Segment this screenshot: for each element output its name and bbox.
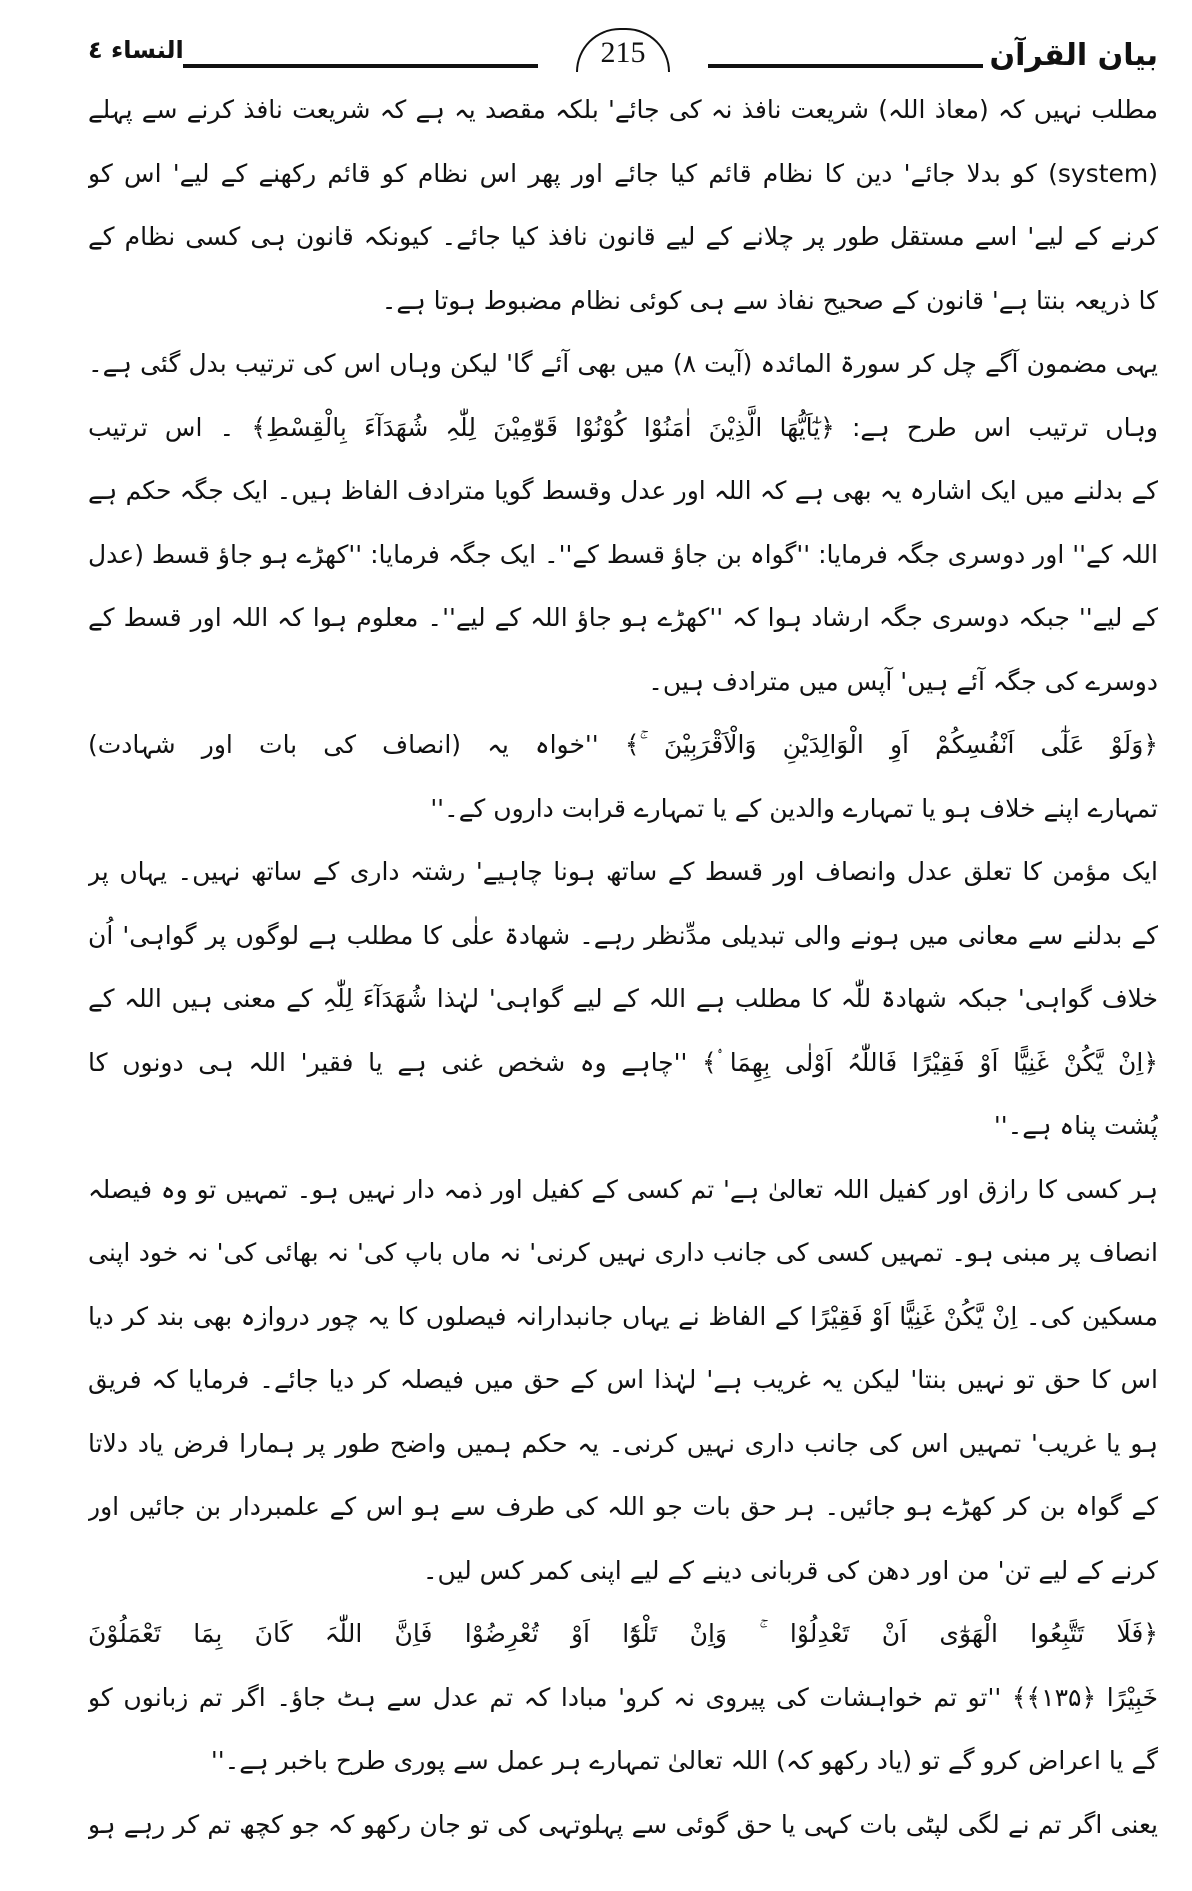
text-line: خَبِیْرًا ﴿۱۳۵﴾﴾ ''تو تم خواہشات کی پیروی نہ کرو' مبادا کہ تم عدل سے ہٹ جاؤ۔ اگر تم زبانوں کو — [88, 1682, 1158, 1712]
page-number: 215 — [576, 28, 670, 72]
text-line: گے یا اعراض کرو گے تو (یاد رکھو کہ) اللہ تعالیٰ تمہارے ہر عمل سے پوری طرح باخبر ہے۔'' — [210, 1746, 1158, 1775]
text-line: (system) کو بدلا جائے' دین کا نظام قائم کیا جائے اور پھر اس نظام کو قائم رکھنے کے لیے' اس کو — [88, 158, 1158, 188]
text-line: اس کا حق تو نہیں بنتا' لیکن یہ غریب ہے' لہٰذا اس کے حق میں فیصلہ کر دیا جائے۔ فرمایا کہ فریق — [88, 1365, 1158, 1394]
text-line: مطلب نہیں کہ (معاذ اللہ) شریعت نافذ نہ کی جائے' بلکہ مقصد یہ ہے کہ شریعت نافذ کرنے سے پہلے — [88, 95, 1158, 124]
text-line: ہو یا غریب' تمہیں اس کی جانب داری نہیں کرنی۔ یہ حکم ہمیں واضح طور پر ہمارا فرض یاد دلاتا — [88, 1428, 1158, 1458]
text-line: کے گواہ بن کر کھڑے ہو جائیں۔ ہر حق بات جو اللہ کی طرف سے ہو اس کے علمبردار بن جائیں اور — [88, 1492, 1158, 1521]
text-line: کے بدلنے میں ایک اشارہ یہ بھی ہے کہ اللہ اور عدل وقسط گویا مترادف الفاظ ہیں۔ ایک جگہ حکم ہے — [88, 476, 1158, 505]
text-line: کے بدلنے سے معانی میں ہونے والی تبدیلی مدِّنظر رہے۔ شھادۃ علٰی کا مطلب ہے لوگوں پر گواہی' اُن — [88, 920, 1158, 950]
text-line: دوسرے کی جگہ آئے ہیں' آپس میں مترادف ہیں۔ — [648, 666, 1158, 696]
text-line: یعنی اگر تم نے لگی لپٹی بات کہی یا حق گوئی سے پہلوتہی کی تو جان رکھو کہ جو کچھ تم کر رہے ہو — [88, 1809, 1158, 1839]
text-line: ﴿اِنْ یَّکُنْ غَنِیًّا اَوْ فَقِیْرًا فَاللّٰہُ اَوْلٰی بِھِمَا ۟﴾ ''چاہے وہ شخص غنی ہے یا فقیر' اللہ ہی دونوں کا — [88, 1047, 1158, 1077]
text-line: ایک مؤمن کا تعلق عدل وانصاف اور قسط کے ساتھ ہونا چاہیے' رشتہ داری کے ساتھ نہیں۔ یہاں پر — [88, 857, 1158, 886]
text-line: کرنے کے لیے' اسے مستقل طور پر چلانے کے لیے قانون نافذ کیا جائے۔ کیونکہ قانون ہی کسی نظام کے — [88, 222, 1158, 251]
text-line: پُشت پناہ ہے۔'' — [993, 1111, 1158, 1140]
header-rule-right — [708, 64, 983, 68]
header-rule-left — [183, 64, 538, 68]
text-line: ہر کسی کا رازق اور کفیل اللہ تعالیٰ ہے' تم کسی کے کفیل اور ذمہ دار نہیں ہو۔ تمہیں تو وہ فیصلہ — [88, 1174, 1158, 1204]
text-line: خلاف گواہی' جبکہ شھادۃ للّٰہ کا مطلب ہے اللہ کے لیے گواہی' لہٰذا شُھَدَآءَ لِلّٰہِ کے معنی ہیں اللہ کے — [88, 984, 1158, 1013]
text-line: وہاں ترتیب اس طرح ہے: ﴿یٰٓاَیُّھَا الَّذِیْنَ اٰمَنُوْا کُوْنُوْا قَوّٰمِیْنَ لِلّٰہِ شُھَدَآءَ بِالْقِسْطِ﴾ ۔ اس ترتیب — [88, 412, 1158, 442]
text-line: کے لیے'' جبکہ دوسری جگہ ارشاد ہوا کہ ''کھڑے ہو جاؤ اللہ کے لیے''۔ معلوم ہوا کہ اللہ اور قسط کے — [88, 603, 1158, 632]
text-line: یہی مضمون آگے چل کر سورۃ المائدہ (آیت ۸) میں بھی آئے گا' لیکن وہاں اس کی ترتیب بدل گئی ہے۔ — [88, 349, 1158, 378]
text-line: ﴿وَلَوْ عَلٰٓی اَنْفُسِکُمْ اَوِ الْوَالِدَیْنِ وَالْاَقْرَبِیْنَ ۚ﴾ ''خواہ یہ (انصاف کی بات اور شہادت) — [88, 730, 1158, 759]
text-line: انصاف پر مبنی ہو۔ تمہیں کسی کی جانب داری نہیں کرنی' نہ ماں باپ کی' نہ بھائی کی' نہ خود اپنی — [88, 1238, 1158, 1267]
text-line: تمہارے اپنے خلاف ہو یا تمہارے والدین کے یا تمہارے قرابت داروں کے۔'' — [430, 793, 1158, 823]
text-line: کرنے کے لیے تن' من اور دھن کی قربانی دینے کے لیے اپنی کمر کس لیں۔ — [422, 1555, 1158, 1585]
page-header — [88, 28, 1158, 78]
text-line: مسکین کی۔ اِنْ یَّکُنْ غَنِیًّا اَوْ فَقِیْرًا کے الفاظ نے یہاں جانبدارانہ فیصلوں کا یہ چور دروازہ بھی بند کر دیا — [88, 1301, 1158, 1331]
surah-name: النساء ٤ — [88, 36, 184, 64]
text-line: ﴿فَلَا تَتَّبِعُوا الْھَوٰٓی اَنْ تَعْدِلُوْا ۚ وَاِنْ تَلْوٗٓا اَوْ تُعْرِضُوْا فَاِنَّ اللّٰہَ کَانَ بِمَا تَعْمَلُوْنَ — [88, 1619, 1158, 1648]
text-line: اللہ کے'' اور دوسری جگہ فرمایا: ''گواہ بن جاؤ قسط کے''۔ ایک جگہ فرمایا: ''کھڑے ہو جاؤ قسط (عدل — [88, 539, 1158, 569]
page-body-text — [88, 78, 1158, 1856]
book-title: بیان القرآن — [989, 38, 1158, 73]
text-line: کا ذریعہ بنتا ہے' قانون کے صحیح نفاذ سے ہی کوئی نظام مضبوط ہوتا ہے۔ — [381, 285, 1158, 315]
